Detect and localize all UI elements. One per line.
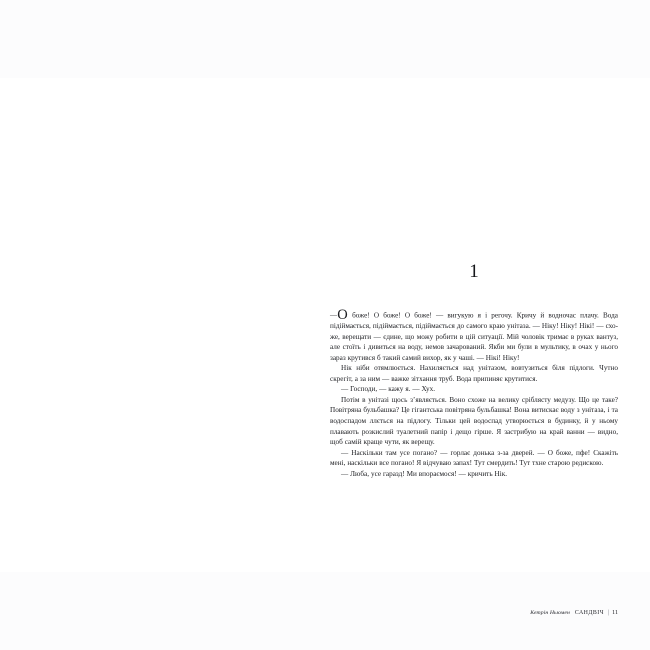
- page-text-column: [330, 178, 618, 638]
- paragraph-2: Нік ніби отямлюється. Нахиляється над унітазом, вовтузиться біля підлоги. Чутно скрегіт, а за ним — важке зітхання труб. Вода припиняє крутитися.: [330, 364, 618, 383]
- paragraph-3: — Господи, — кажу я. — Хух.: [341, 385, 436, 394]
- paragraph-1: [330, 307, 618, 363]
- paragraph-5: — Наскільки там усе погано? — горлає донька з-за дверей. — О боже, пфе! Скажіть мені, наскільки все погано! Я відчуваю запах! Тут смердить! Тут тхне старою редискою.: [330, 448, 618, 468]
- footer-page-number: 11: [612, 610, 618, 616]
- drop-cap-letter: О: [337, 307, 348, 323]
- opening-em-dash: —: [330, 311, 338, 320]
- chapter-number: 1: [469, 261, 479, 282]
- footer-book-title: САНДВІЧ: [574, 610, 604, 616]
- paragraph-1-text: боже! О боже! О боже! — вигукую я і регочу. Кричу й водночас плачу. Вода підіймається, підіймається, підіймається до самого краю унітаза. — Ніку! Ніку! Нікі! — схоже, верещати — єдине, що можу робити в цій ситуації. Мій чоловік тримає в руках вантуз, але стоїть і дивиться на воду, немов зачарований. Якби ми були в мультику, в очах у нього зараз крутився б такий самий вихор, як у чаші. — Нікі! Ніку!: [330, 311, 618, 362]
- footer-separator: |: [607, 610, 610, 616]
- page-background-top-band: [0, 0, 650, 78]
- footer-author: Кетрін Ньюмен: [530, 610, 570, 616]
- book-page-sheet: [0, 78, 650, 616]
- body-text-block: [330, 307, 618, 479]
- paragraph-4: Потім в унітазі щось з’являється. Воно схоже на велику сріблясту медузу. Що це таке? Повітряна бульбашка? Це гігантська повітряна бульбашка! Вона витискає воду з унітаза, і та водоспадом ллється на підлогу. Тільки цей водоспад утворюється в будинку, й у ньому плавають розкислий туалетний папір і дещо гірше. Я застрибую на край ванни — видно, щоб самій краще чути, як верещу.: [330, 395, 618, 447]
- paragraph-6: — Люба, усе гаразд! Ми впораємося! — кричить Нік.: [341, 469, 508, 478]
- running-footer: [330, 610, 618, 616]
